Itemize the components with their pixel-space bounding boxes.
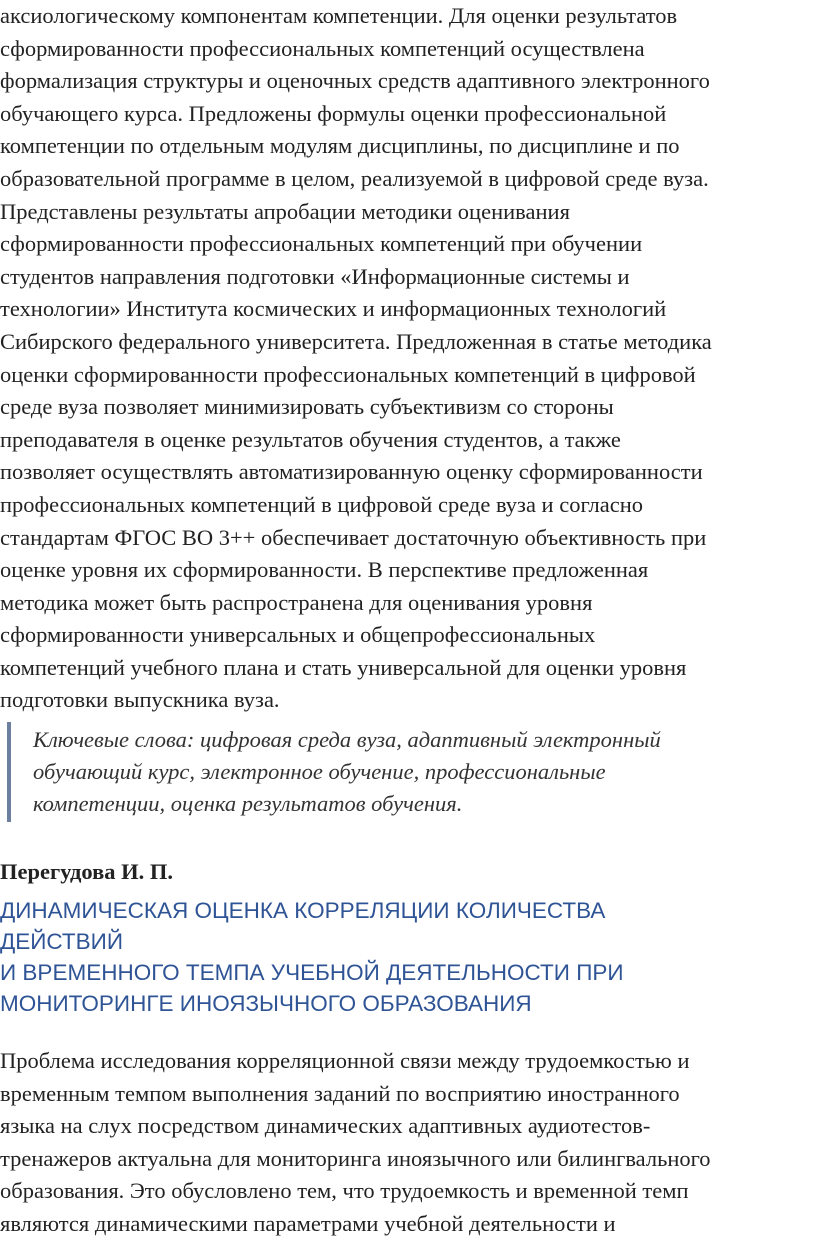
abstract-line: обучающего курса. Предложены формулы оценки профессиональной — [0, 100, 667, 126]
abstract-line: студентов направления подготовки «Информационные системы и — [0, 263, 630, 289]
abstract-line: сформированности профессиональных компетенций осуществлена — [0, 35, 645, 61]
keywords-line: компетенции, оценка результатов обучения. — [33, 791, 463, 816]
abstract-line: технологии» Института космических и информационных технологий — [0, 296, 667, 322]
abstract-line: стандартам ФГОС ВО 3++ обеспечивает достаточную объективность при — [0, 524, 707, 550]
abstract-line: позволяет осуществлять автоматизированную оценку сформированности — [0, 459, 703, 485]
body-line: временным темпом выполнения заданий по восприятию иностранного — [0, 1080, 680, 1106]
article-title-line[interactable]: ДЕЙСТВИЙ — [0, 929, 124, 954]
body-line: языка на слух посредством динамических адаптивных аудиотестов- — [0, 1113, 651, 1139]
article-title[interactable] — [0, 895, 624, 1019]
blockquote-bar — [7, 722, 11, 822]
article-body-paragraph — [0, 1045, 711, 1241]
abstract-line: методика может быть распространена для оценивания уровня — [0, 589, 593, 615]
abstract-line: аксиологическому компонентам компетенции. Для оценки результатов — [0, 3, 678, 28]
article-title-line[interactable]: ДИНАМИЧЕСКАЯ ОЦЕНКА КОРРЕЛЯЦИИ КОЛИЧЕСТВА — [0, 898, 606, 923]
abstract-line: оценке уровня их сформированности. В перспективе предложенная — [0, 557, 649, 583]
abstract-line: оценки сформированности профессиональных компетенций в цифровой — [0, 361, 696, 387]
abstract-line: сформированности профессиональных компетенций при обучении — [0, 231, 643, 257]
body-line: являются динамическими параметрами учебной деятельности и — [0, 1210, 616, 1236]
abstract-paragraph — [0, 0, 712, 717]
article-title-line[interactable]: МОНИТОРИНГЕ ИНОЯЗЫЧНОГО ОБРАЗОВАНИЯ — [0, 991, 532, 1016]
body-line: Проблема исследования корреляционной связи между трудоемкостью и — [0, 1048, 690, 1073]
article-author: Перегудова И. П. — [0, 859, 174, 884]
article-title-line[interactable]: И ВРЕМЕННОГО ТЕМПА УЧЕБНОЙ ДЕЯТЕЛЬНОСТИ ПРИ — [0, 960, 624, 985]
abstract-line: преподавателя в оценке результатов обучения студентов, а также — [0, 426, 621, 452]
abstract-line: формализация структуры и оценочных средств адаптивного электронного — [0, 68, 710, 94]
abstract-line: сформированности универсальных и общепрофессиональных — [0, 622, 596, 648]
abstract-line: образовательной программе в целом, реализуемой в цифровой среде вуза. — [0, 165, 709, 191]
keywords-line: обучающий курс, электронное обучение, профессиональные — [33, 759, 606, 784]
body-line: образования. Это обусловлено тем, что трудоемкость и временной темп — [0, 1178, 689, 1204]
abstract-line: Представлены результаты апробации методики оценивания — [0, 198, 570, 224]
keywords-blockquote — [0, 722, 790, 824]
abstract-line: подготовки выпускника вуза. — [0, 687, 280, 713]
keywords-line: Ключевые слова: цифровая среда вуза, адаптивный электронный — [33, 727, 661, 752]
abstract-line: среде вуза позволяет минимизировать субъективизм со стороны — [0, 394, 614, 420]
abstract-line: Сибирского федерального университета. Предложенная в статье методика — [0, 328, 712, 354]
abstract-line: компетенций учебного плана и стать универсальной для оценки уровня — [0, 654, 687, 680]
abstract-line: компетенции по отдельным модулям дисциплины, по дисциплине и по — [0, 133, 680, 159]
keywords-text — [33, 724, 661, 820]
body-line: тренажеров актуальна для мониторинга иноязычного или билингвального — [0, 1145, 711, 1171]
abstract-line: профессиональных компетенций в цифровой среде вуза и согласно — [0, 491, 644, 517]
